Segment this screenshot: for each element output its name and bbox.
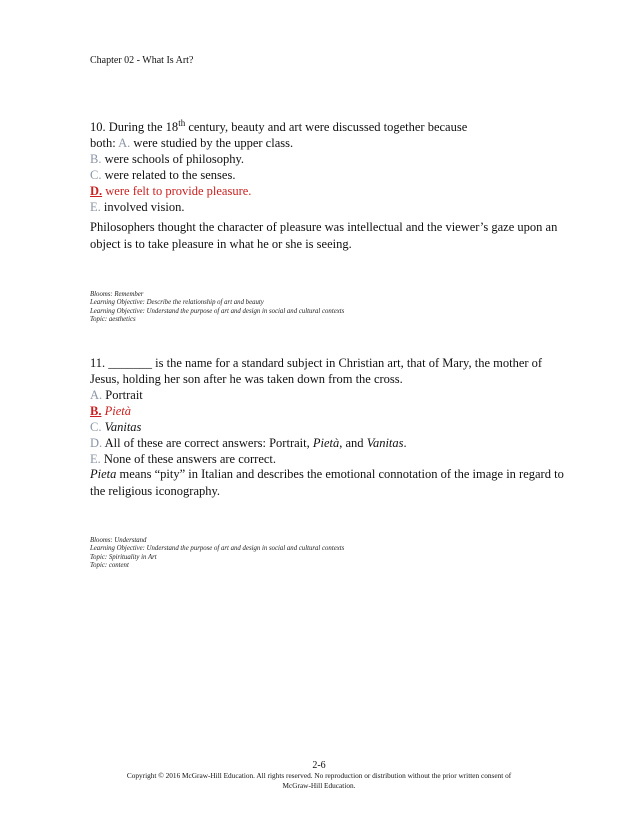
question-11-metadata: Blooms: Understand Learning Objective: Understand the purpose of art and design in social and cultural contexts Topic: Spirituality in Art Topic: content [90,537,345,570]
question-10 [90,115,560,215]
question-10-option-a: both: A. were studied by the upper class. [90,136,294,151]
question-11-option-b-correct: B. Pietà [90,404,131,418]
question-10-metadata: Blooms: Remember Learning Objective: Describe the relationship of art and beauty Learning Objective: Understand the purpose of art and design in social and cultural contexts Topic: aesthetics [90,291,345,324]
question-11-explanation: Pieta means “pity” in Italian and describes the emotional connotation of the image in regard to the religious iconography. [90,467,564,498]
question-10-stem: 10. During the 18th century, beauty and art were discussed together because [90,118,468,135]
question-10-option-c: C. were related to the senses. [90,168,236,183]
question-11 [90,355,560,467]
copyright-notice: Copyright © 2016 McGraw-Hill Education. All rights reserved. No reproduction or distribution without the prior written consent of McGraw-Hill Education. [126,771,512,790]
page-header: Chapter 02 - What Is Art? [90,55,194,66]
question-11-stem: 11. _______ is the name for a standard subject in Christian art, that of Mary, the mother of Jesus, holding her son after he was taken down from the cross. [90,356,543,386]
question-11-option-a: A. Portrait [90,388,143,402]
question-11-option-d: D. All of these are correct answers: Portrait, Pietà, and Vanitas. [90,436,407,450]
question-10-option-b: B. were schools of philosophy. [90,152,245,167]
question-11-option-c: C. Vanitas [90,420,142,434]
page-number: 2-6 [312,760,326,771]
question-10-explanation: Philosophers thought the character of pleasure was intellectual and the viewer’s gaze upon an object is to take pleasure in what he or she is seeing. [90,220,558,251]
question-10-option-d-correct: D. were felt to provide pleasure. [90,184,252,199]
question-11-option-e: E. None of these answers are correct. [90,452,277,466]
question-10-option-e: E. involved vision. [90,200,185,215]
